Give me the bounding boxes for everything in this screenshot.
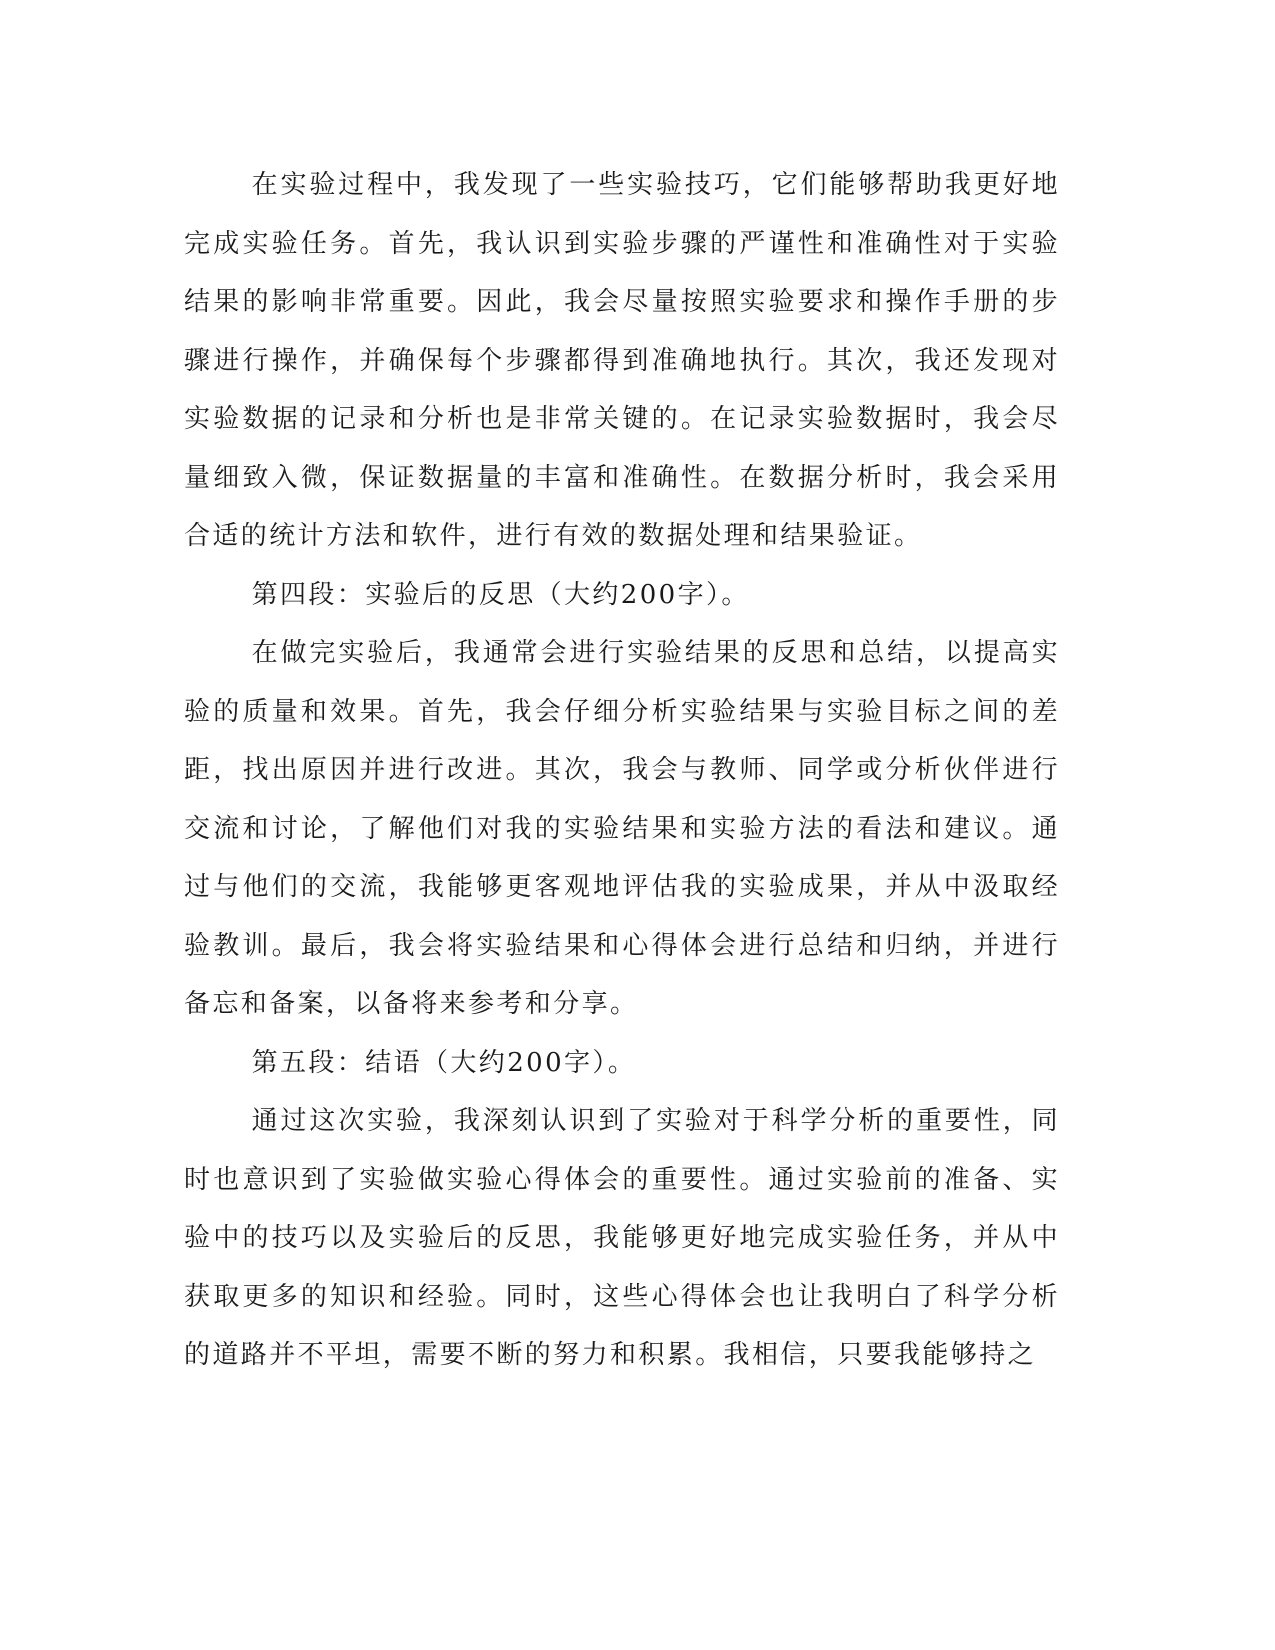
- paragraph-post-experiment-reflection: 在做完实验后，我通常会进行实验结果的反思和总结，以提高实验的质量和效果。首先，我会仔细分析实验结果与实验目标之间的差距，找出原因并进行改进。其次，我会与教师、同学或分析伙伴进行交流和讨论，了解他们对我的实验结果和实验方法的看法和建议。通过与他们的交流，我能够更客观地评估我的实验成果，并从中汲取经验教训。最后，我会将实验结果和心得体会进行总结和归纳，并进行备忘和备案，以备将来参考和分享。: [184, 638, 1060, 1019]
- paragraph-conclusion: 通过这次实验，我深刻认识到了实验对于科学分析的重要性，同时也意识到了实验做实验心得体会的重要性。通过实验前的准备、实验中的技巧以及实验后的反思，我能够更好地完成实验任务，并从中获取更多的知识和经验。同时，这些心得体会也让我明白了科学分析的道路并不平坦，需要不断的努力和积累。我相信，只要我能够持之: [184, 1106, 1060, 1370]
- document-body: [184, 156, 1060, 1385]
- paragraph-experiment-techniques: 在实验过程中，我发现了一些实验技巧，它们能够帮助我更好地完成实验任务。首先，我认识到实验步骤的严谨性和准确性对于实验结果的影响非常重要。因此，我会尽量按照实验要求和操作手册的步骤进行操作，并确保每个步骤都得到准确地执行。其次，我还发现对实验数据的记录和分析也是非常关键的。在记录实验数据时，我会尽量细致入微，保证数据量的丰富和准确性。在数据分析时，我会采用合适的统计方法和软件，进行有效的数据处理和结果验证。: [184, 170, 1060, 551]
- section-heading-5: 第五段：结语（大约200字）。: [251, 1047, 637, 1078]
- section-heading-4: 第四段：实验后的反思（大约200字）。: [251, 579, 750, 610]
